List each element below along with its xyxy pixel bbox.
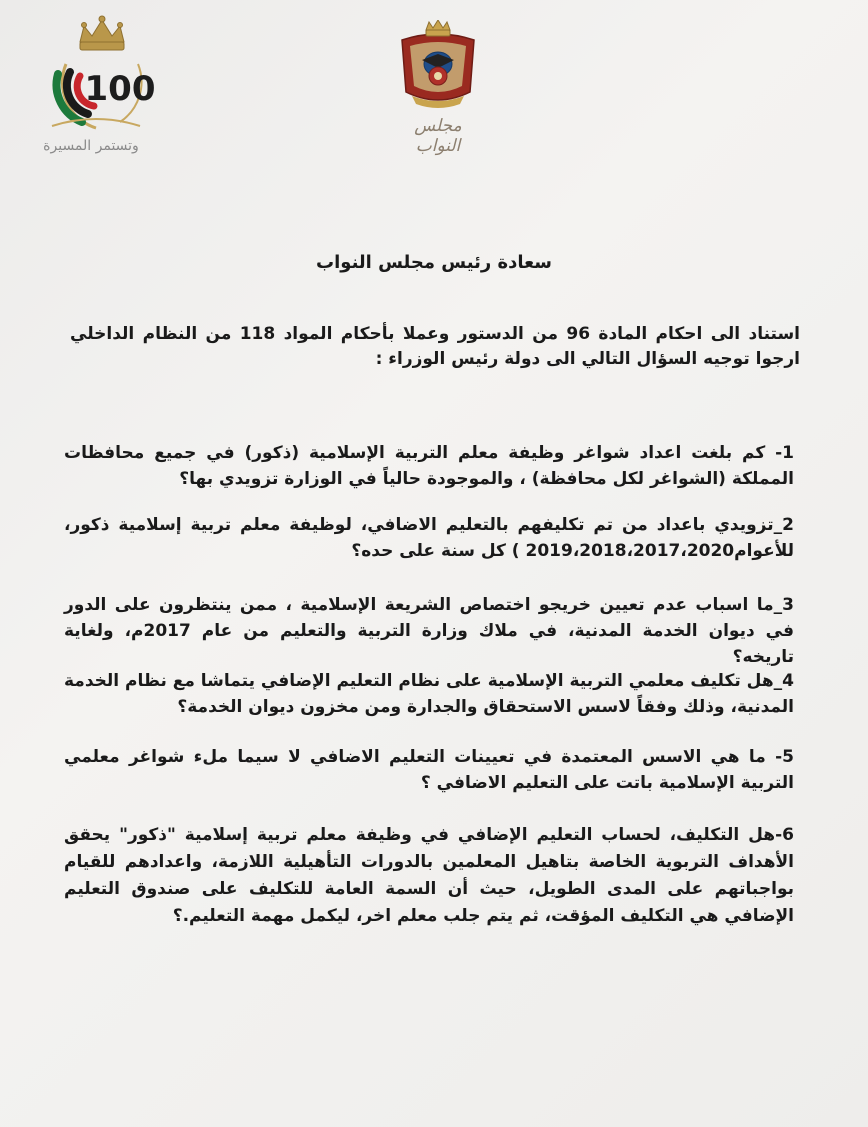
centenary-number: 100 [84,69,156,109]
question-item-1: 1- كم بلغت اعداد شواغر وظيفة معلم التربية الإسلامية (ذكور) في جميع محافظات المملكة (الشواغر لكل محافظة) ، والموجودة حالياً في الوزارة تزويدي بها؟ [64,443,794,489]
letter-intro: استناد الى احكام المادة 96 من الدستور وعملا بأحكام المواد 118 من النظام الداخلي ارجوا توجيه السؤال التالي الى دولة رئيس الوزراء : [70,324,801,369]
question-item-5: 5- ما هي الاسس المعتمدة في تعيينات التعليم الاضافي لا سيما ملء شواغر معلمي التربية الإسلامية باتت على التعليم الاضافي ؟ [64,747,794,793]
question-item-3: 3_ما اسباب عدم تعيين خريجو اختصاص الشريعة الإسلامية ، ممن ينتظرون على الدور في ديوان الخدمة المدنية، في ملاك وزارة التربية والتعليم من عام 2017م، ولغاية تاريخه؟ [64,595,794,667]
coat-of-arms [396,20,480,156]
centenary-logo [26,14,166,164]
centenary-emblem-icon [36,14,166,134]
question-item-6: 6-هل التكليف، لحساب التعليم الإضافي في وظيفة معلم تربية إسلامية "ذكور" يحقق الأهداف التربوية الخاصة بتاهيل المعلمين بالدورات التأهيلية اللازمة، واعدادهم للقيام بواجباتهم على المدى الطويل، حيث أن السمة العامة للتكليف على صندوق التعليم الإضافي هي التكليف المؤقت، ثم يتم جلب معلم اخر، ليكمل مهمة التعليم.؟ [64,825,794,926]
question-item-4: 4_هل تكليف معلمي التربية الإسلامية على نظام التعليم الإضافي يتماشا مع نظام الخدمة المدنية، وذلك وفقاً لاسس الاستحقاق والجدارة ومن مخزون ديوان الخدمة؟ [64,671,794,717]
parliament-signature: مجلس النواب [414,116,462,156]
letter-addressee: سعادة رئيس مجلس النواب [316,252,552,273]
coat-of-arms-icon [396,20,480,112]
centenary-tagline: وتستمر المسيرة [43,138,139,154]
question-item-2: 2_تزويدي باعداد من تم تكليفهم بالتعليم الاضافي، لوظيفة معلم تربية إسلامية ذكور، للأعوام2019،2018،2017،2020 ) كل سنة على حده؟ [64,515,794,561]
